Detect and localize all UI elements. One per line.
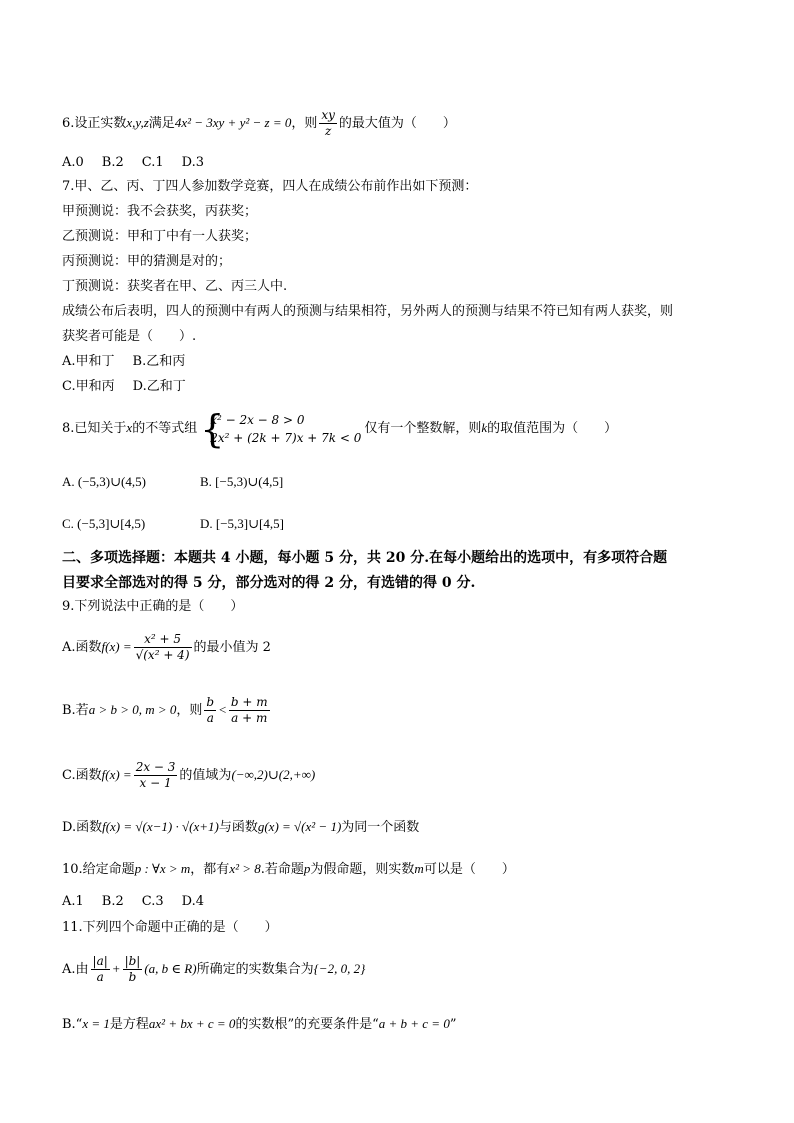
q11-b-text: 是方程 <box>109 1017 149 1032</box>
q7-result-line-1: 成绩公布后表明，四人的预测中有两人的预测与结果相符，另外两人的预测与结果不符已知有两人获奖，则 <box>62 304 674 319</box>
q11-a-label: A.由 <box>62 962 89 977</box>
q9-b-less-than: < <box>218 702 227 717</box>
q6-frac-num: xy <box>321 108 335 122</box>
q9-d-label: D.函数 <box>62 820 103 835</box>
question-8-options-row-2 <box>62 515 284 534</box>
q11-a-den-1: a <box>96 970 104 984</box>
q9-b-right-den: a + m <box>231 711 268 725</box>
q7-option-c[interactable]: C.甲和丙 <box>62 379 115 394</box>
q9-d-text: 与函数 <box>218 820 258 835</box>
q8-text: 仅有一个整数解，则 <box>364 421 482 436</box>
q10-condition: x² > 8 <box>229 861 261 876</box>
q11-b-equation: ax² + bx + c = 0 <box>148 1016 236 1031</box>
q8-inequality-system <box>200 406 362 451</box>
q9-option-a[interactable] <box>62 630 271 665</box>
q7-option-d[interactable]: D.乙和丁 <box>132 379 186 394</box>
q10-option-a[interactable]: A.1 <box>62 894 84 909</box>
q8-option-c[interactable]: C. (−5,3]∪[4,5) <box>62 516 146 531</box>
q7-prediction-jia: 甲预测说：我不会获奖，丙获奖； <box>62 204 258 219</box>
question-11-stem: 11.下列四个命题中正确的是（ ） <box>62 920 278 935</box>
question-10-stem <box>62 860 515 879</box>
q9-a-fraction <box>134 632 192 663</box>
section-2-heading-line-2: 目要求全部选对的得 5 分，部分选对的得 2 分，有选错的得 0 分. <box>62 575 476 591</box>
q8-var-x: x <box>126 420 133 435</box>
q7-option-b[interactable]: B.乙和丙 <box>132 354 186 369</box>
left-brace-icon: { <box>200 406 225 451</box>
q7-prediction-bing: 丙预测说：甲的猜测是对的； <box>62 254 232 269</box>
q11-b-label: B.“ <box>62 1017 83 1032</box>
q6-option-d[interactable]: D.3 <box>181 155 205 170</box>
q6-text: 的最大值为（ ） <box>338 116 456 131</box>
q6-vars: x,y,z <box>126 115 149 130</box>
q11-a-text: 所确定的实数集合为 <box>196 962 314 977</box>
q8-inequality-1: x² − 2x − 8 > 0 <box>210 412 305 427</box>
q9-b-right-num: b + m <box>230 695 268 709</box>
q10-proposition: p : ∀x > m <box>134 861 191 876</box>
q11-option-a[interactable] <box>62 952 365 987</box>
q9-d-function-f: f(x) = √(x−1) · √(x+1) <box>102 819 219 834</box>
q11-b-text: ” <box>449 1017 457 1032</box>
q9-option-c[interactable] <box>62 758 315 793</box>
q10-text: ，都有 <box>190 862 230 877</box>
q9-c-den: x − 1 <box>139 776 172 790</box>
q6-option-c[interactable]: C.1 <box>141 155 164 170</box>
q8-var-k: k <box>481 420 488 435</box>
q7-option-a[interactable]: A.甲和丁 <box>62 354 115 369</box>
q9-c-label: C.函数 <box>62 768 102 783</box>
q9-b-condition: a > b > 0, m > 0 <box>88 702 177 717</box>
q10-var-p: p <box>303 861 311 876</box>
q11-a-num-1: |a| <box>92 954 108 968</box>
q11-a-plus: + <box>111 961 121 976</box>
question-10-options <box>62 893 222 911</box>
q6-text: ，则 <box>291 116 318 131</box>
q9-c-range: (−∞,2)∪(2,+∞) <box>231 767 316 782</box>
question-7-options-row-1 <box>62 353 203 371</box>
q11-a-fraction-1 <box>91 954 110 985</box>
q11-b-root: x = 1 <box>82 1016 110 1031</box>
q9-a-text: 的最小值为 2 <box>193 640 271 655</box>
q6-fraction <box>319 108 337 139</box>
q9-a-label: A.函数 <box>62 640 102 655</box>
q10-text: .若命题 <box>260 862 304 877</box>
q8-text: 的取值范围为（ ） <box>487 421 618 436</box>
q6-option-b[interactable]: B.2 <box>101 155 124 170</box>
q8-option-b[interactable]: B. [−5,3)∪(4,5] <box>200 474 284 489</box>
q9-c-fraction <box>134 760 178 791</box>
question-7-intro: 7.甲、乙、丙、丁四人参加数学竞赛，四人在成绩公布前作出如下预测： <box>62 179 478 194</box>
q9-b-left-num: b <box>206 695 215 709</box>
question-6-options <box>62 154 222 172</box>
q9-a-num: x² + 5 <box>134 632 192 648</box>
q6-option-a[interactable]: A.0 <box>62 155 84 170</box>
q7-result-line-2: 获奖者可能是（ ）. <box>62 329 197 344</box>
q6-equation: 4x² − 3xy + y² − z = 0 <box>174 115 292 130</box>
q9-option-d[interactable] <box>62 818 419 837</box>
q9-b-text: ，则 <box>176 703 203 718</box>
q7-prediction-ding: 丁预测说：获奖者在甲、乙、丙三人中. <box>62 279 288 294</box>
q9-c-text: 的值域为 <box>179 768 232 783</box>
question-8-options-row-1 <box>62 473 283 492</box>
q9-b-left-fraction <box>204 695 216 726</box>
q9-d-function-g: g(x) = √(x² − 1) <box>257 819 342 834</box>
q11-a-num-2: |b| <box>124 954 141 968</box>
q8-option-d[interactable]: D. [−5,3]∪[4,5] <box>200 516 284 531</box>
question-8-stem <box>62 406 618 451</box>
q8-inequality-2: 2x² + (2k + 7)x + 7k < 0 <box>210 430 362 445</box>
q10-option-c[interactable]: C.3 <box>141 894 164 909</box>
q10-var-m: m <box>414 861 424 876</box>
q9-a-den: √(x² + 4) <box>135 648 190 662</box>
q9-a-function: f(x) = <box>101 639 132 654</box>
q9-d-text: 为同一个函数 <box>341 820 420 835</box>
q9-b-left-den: a <box>206 711 214 725</box>
q10-text: 10.给定命题 <box>62 862 135 877</box>
q8-text: 的不等式组 <box>132 421 198 436</box>
question-6-stem <box>62 108 456 139</box>
q11-b-condition: a + b + c = 0 <box>378 1016 450 1031</box>
q6-text: 满足 <box>148 116 175 131</box>
q9-c-num: 2x − 3 <box>135 760 176 774</box>
q9-option-b[interactable] <box>62 693 272 728</box>
q10-text: 可以是（ ） <box>423 862 515 877</box>
q11-b-text: 的实数根”的充要条件是“ <box>235 1017 379 1032</box>
question-7-options-row-2 <box>62 378 204 396</box>
q10-option-b[interactable]: B.2 <box>101 894 124 909</box>
q8-text: 8.已知关于 <box>62 421 127 436</box>
q11-a-den-2: b <box>128 970 137 984</box>
question-9-stem: 9.下列说法中正确的是（ ） <box>62 599 244 614</box>
q10-option-d[interactable]: D.4 <box>181 894 205 909</box>
q9-b-right-fraction <box>229 695 270 726</box>
q9-c-function: f(x) = <box>101 767 132 782</box>
q11-a-fraction-2 <box>123 954 143 985</box>
q9-b-label: B.若 <box>62 703 89 718</box>
q6-text: 6.设正实数 <box>62 116 127 131</box>
q10-text: 为假命题，则实数 <box>310 862 415 877</box>
q11-option-b[interactable] <box>62 1015 456 1034</box>
q6-frac-den: z <box>324 124 332 138</box>
q7-prediction-yi: 乙预测说：甲和丁中有一人获奖； <box>62 229 258 244</box>
q11-a-set: {−2, 0, 2} <box>313 961 366 976</box>
section-2-heading-line-1: 二、多项选择题：本题共 4 小题，每小题 5 分，共 20 分.在每小题给出的选项中，有多项符合题 <box>62 550 668 566</box>
q8-option-a[interactable]: A. (−5,3)∪(4,5) <box>62 474 146 489</box>
q11-a-condition: (a, b ∈ R) <box>144 961 197 976</box>
